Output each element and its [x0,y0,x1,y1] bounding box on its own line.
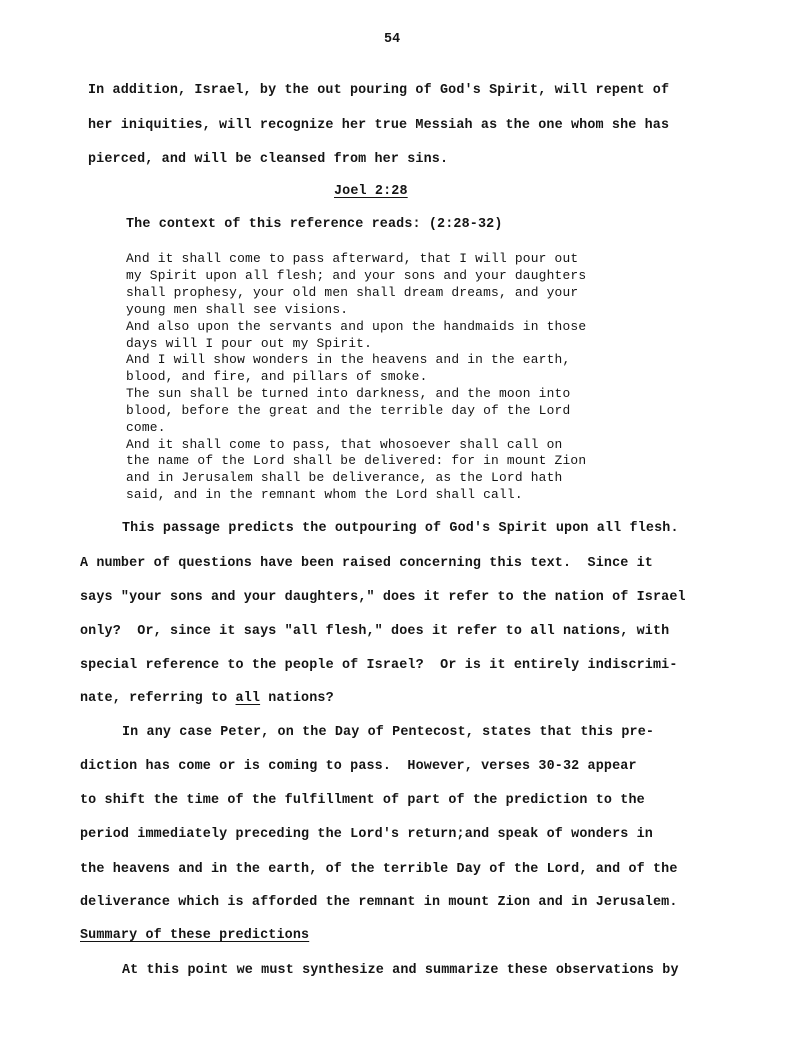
body-line: says "your sons and your daughters," does it refer to the nation of Israel [80,590,686,605]
quotation-line: And it shall come to pass, that whosoever shall call on [126,437,563,452]
quotation-line: days will I pour out my Spirit. [126,336,373,351]
body-line: A number of questions have been raised concerning this text. Since it [80,556,653,571]
quotation-line: and in Jerusalem shall be deliverance, as the Lord hath [126,470,563,485]
quotation-line: young men shall see visions. [126,302,349,317]
body-line [80,691,334,707]
body-line: At this point we must synthesize and summarize these observations by [122,963,679,978]
emphasized-word: all [235,691,261,706]
quotation-line: The sun shall be turned into darkness, and the moon into [126,386,571,401]
body-text: nations? [260,691,334,706]
body-line: This passage predicts the outpouring of God's Spirit upon all flesh. [122,521,679,536]
quotation-line: said, and in the remnant whom the Lord shall call. [126,487,523,502]
body-line: diction has come or is coming to pass. However, verses 30-32 appear [80,759,637,774]
body-line: to shift the time of the fulfillment of part of the prediction to the [80,793,645,808]
body-line: period immediately preceding the Lord's return;and speak of wonders in [80,827,653,842]
summary-heading: Summary of these predictions [80,928,310,943]
context-line: The context of this reference reads: (2:28-32) [126,217,503,232]
intro-line: her iniquities, will recognize her true Messiah as the one whom she has [88,118,670,133]
quotation-line: And it shall come to pass afterward, that I will pour out [126,251,579,266]
quotation-line: shall prophesy, your old men shall dream dreams, and your [126,285,579,300]
body-line: only? Or, since it says "all flesh," does it refer to all nations, with [80,624,670,639]
quotation-line: And I will show wonders in the heavens and in the earth, [126,352,571,367]
quotation-line: come. [126,420,166,435]
quotation-line: my Spirit upon all flesh; and your sons and your daughters [126,268,587,283]
body-line: In any case Peter, on the Day of Pentecost, states that this pre- [122,725,655,740]
body-line: deliverance which is afforded the remnant in mount Zion and in Jerusalem. [80,895,678,910]
quotation-line: And also upon the servants and upon the handmaids in those [126,319,587,334]
body-line: special reference to the people of Israel? Or is it entirely indiscrimi- [80,658,678,673]
intro-line: In addition, Israel, by the out pouring of God's Spirit, will repent of [88,83,670,98]
page-number: 54 [384,32,401,47]
body-text: nate, referring to [80,691,236,706]
quotation-line: blood, and fire, and pillars of smoke. [126,369,428,384]
body-line: the heavens and in the earth, of the terrible Day of the Lord, and of the [80,862,678,877]
section-heading: Joel 2:28 [334,184,408,199]
quotation-line: the name of the Lord shall be delivered: for in mount Zion [126,453,587,468]
quotation-line: blood, before the great and the terrible day of the Lord [126,403,571,418]
intro-line: pierced, and will be cleansed from her sins. [88,152,449,167]
